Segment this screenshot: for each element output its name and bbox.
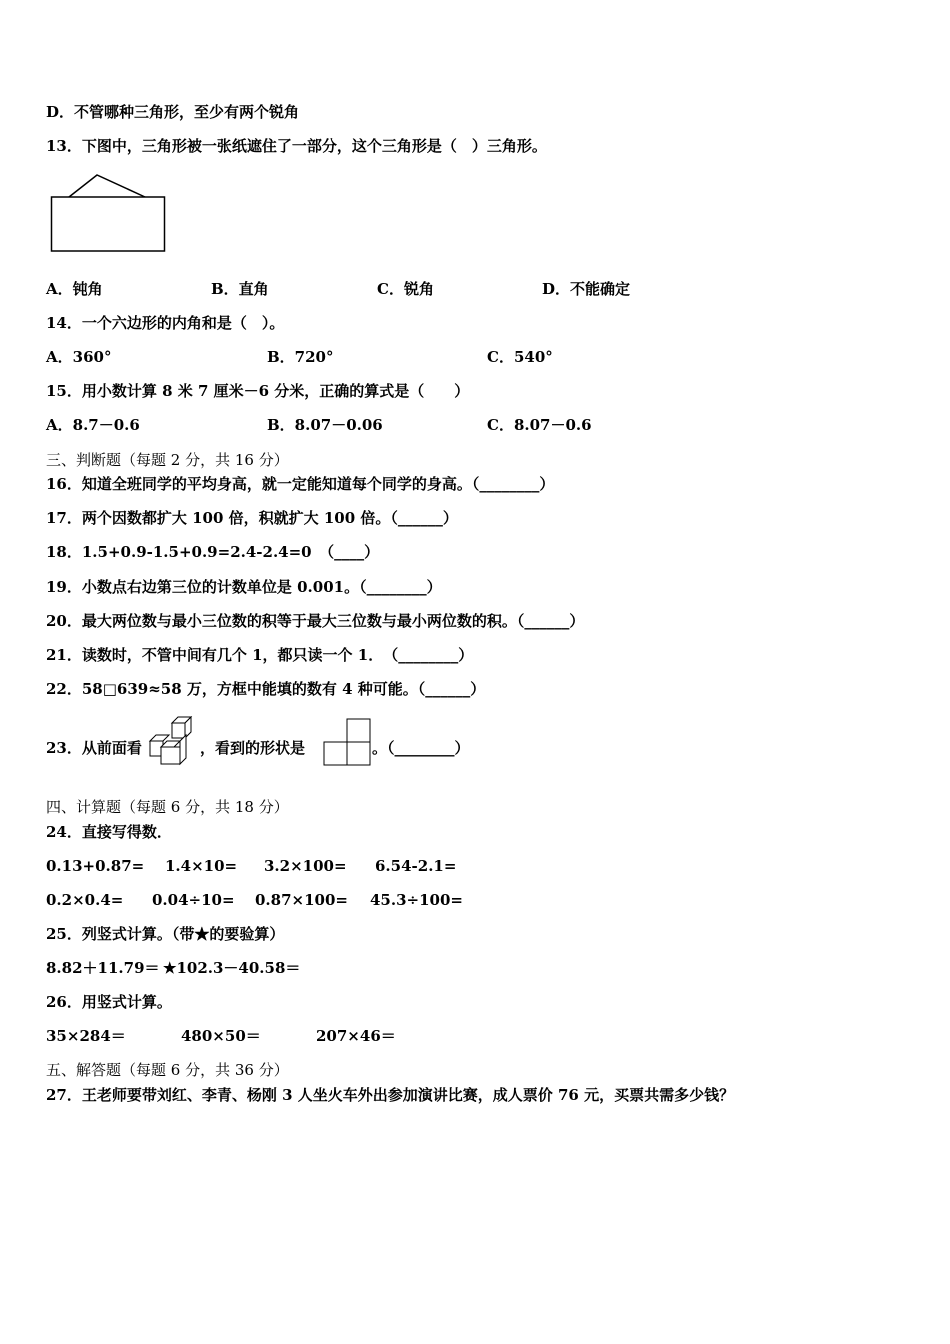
q15-option-c: C．8.07－0.6 bbox=[487, 416, 592, 434]
q15-stem: 15．用小数计算 8 米 7 厘米－6 分米，正确的算式是（ ） bbox=[46, 382, 470, 400]
q24-item: 3.2×100= bbox=[264, 857, 347, 875]
q26-stem: 26．用竖式计算。 bbox=[46, 993, 172, 1011]
q24-item: 0.04÷10= bbox=[152, 891, 235, 909]
q14-stem: 14．一个六边形的内角和是（ ）。 bbox=[46, 314, 285, 332]
q23-part3: 。（________） bbox=[372, 739, 470, 757]
q22: 22．58□639≈58 万，方框中能填的数有 4 种可能。（______） bbox=[46, 680, 486, 698]
q14-option-b: B．720° bbox=[267, 348, 334, 366]
q17: 17．两个因数都扩大 100 倍，积就扩大 100 倍。（______） bbox=[46, 509, 458, 527]
q26-item: 35×284＝ bbox=[46, 1027, 126, 1045]
q21: 21．读数时，不管中间有几个 1，都只读一个 1． （________） bbox=[46, 646, 474, 664]
section-4-heading: 四、计算题（每题 6 分，共 18 分） bbox=[46, 798, 289, 816]
q16: 16．知道全班同学的平均身高，就一定能知道每个同学的身高。（________） bbox=[46, 475, 555, 493]
q26-item: 207×46＝ bbox=[316, 1027, 396, 1045]
q13-triangle-covered-figure bbox=[49, 172, 169, 254]
q18: 18．1.5+0.9-1.5+0.9=2.4-2.4=0 （____） bbox=[46, 543, 380, 561]
q27: 27．王老师要带刘红、李青、杨刚 3 人坐火车外出参加演讲比赛，成人票价 76 元，买票共需多少钱？ bbox=[46, 1086, 735, 1104]
q20: 20．最大两位数与最小三位数的积等于最大三位数与最小两位数的积。（______） bbox=[46, 612, 585, 630]
q24-item: 0.87×100= bbox=[255, 891, 348, 909]
section-3-heading: 三、判断题（每题 2 分，共 16 分） bbox=[46, 451, 289, 469]
q14-option-c: C．540° bbox=[487, 348, 553, 366]
q24-item: 6.54-2.1= bbox=[375, 857, 457, 875]
q25-item: 8.82＋11.79＝ bbox=[46, 959, 160, 977]
q24-item: 45.3÷100= bbox=[370, 891, 463, 909]
q13-option-a: A．钝角 bbox=[46, 280, 103, 298]
q23-part1: 23．从前面看 bbox=[46, 739, 142, 757]
q25-stem: 25．列竖式计算。（带★的要验算） bbox=[46, 925, 285, 943]
q23-front-view-figure bbox=[322, 717, 372, 767]
q13-option-d: D．不能确定 bbox=[542, 280, 631, 298]
q14-option-a: A．360° bbox=[46, 348, 112, 366]
q24-stem: 24．直接写得数． bbox=[46, 823, 172, 841]
q23-part2: ，看到的形状是 bbox=[200, 739, 306, 757]
q24-item: 0.2×0.4= bbox=[46, 891, 124, 909]
q13-option-c: C．锐角 bbox=[377, 280, 434, 298]
q13-option-b: B．直角 bbox=[211, 280, 269, 298]
section-5-heading: 五、解答题（每题 6 分，共 36 分） bbox=[46, 1061, 289, 1079]
q26-item: 480×50＝ bbox=[181, 1027, 261, 1045]
q25-item: ★102.3－40.58＝ bbox=[163, 959, 301, 977]
q12-option-d: D．不管哪种三角形，至少有两个锐角 bbox=[46, 103, 300, 121]
q15-option-b: B．8.07－0.06 bbox=[267, 416, 383, 434]
q13-stem: 13．下图中，三角形被一张纸遮住了一部分，这个三角形是（ ）三角形。 bbox=[46, 137, 547, 155]
q23-cube-stack-figure bbox=[148, 716, 194, 766]
q24-item: 1.4×10= bbox=[165, 857, 238, 875]
q15-option-a: A．8.7－0.6 bbox=[46, 416, 140, 434]
q24-item: 0.13+0.87= bbox=[46, 857, 145, 875]
q19: 19．小数点右边第三位的计数单位是 0.001。（________） bbox=[46, 578, 442, 596]
